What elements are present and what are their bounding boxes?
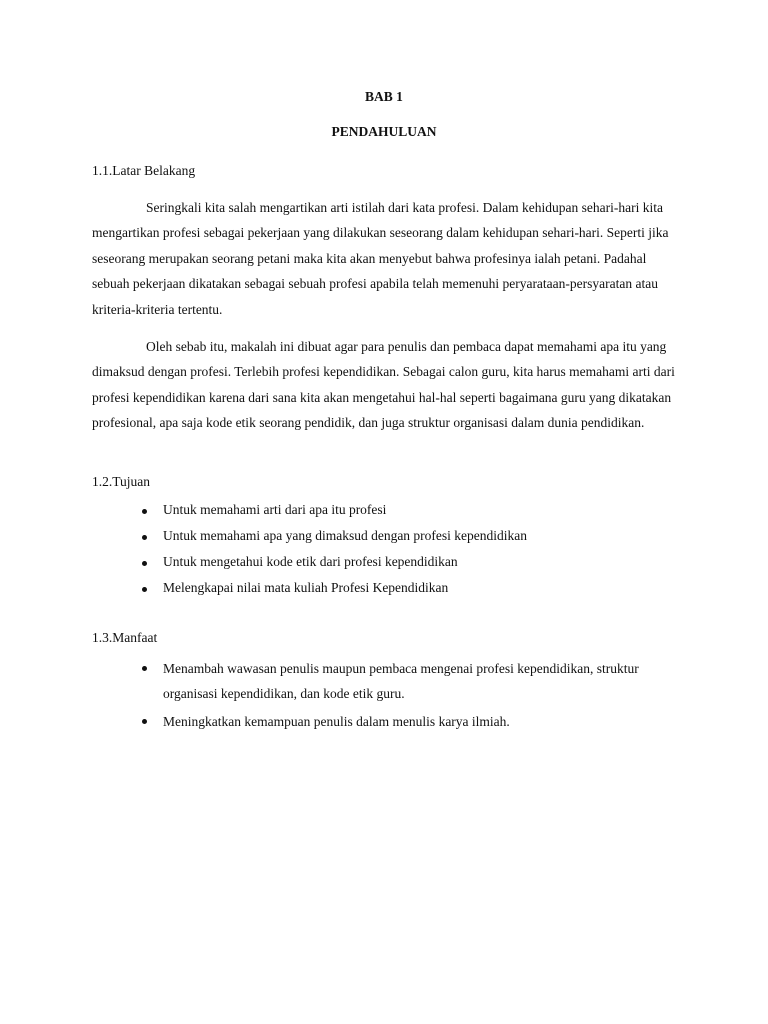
paragraph-latar-2: Oleh sebab itu, makalah ini dibuat agar para penulis dan pembaca dapat memahami apa itu yang dimaksud dengan profesi. Terlebih profesi kependidikan. Sebagai calon guru, kita harus memahami arti dari profesi kependidikan karena dari sana kita akan mengetahui hal-hal seperti bagaimana guru yang dikatakan profesional, apa saja kode etik seorang pendidik, dan juga struktur organisasi dalam dunia pendidikan. xyxy=(92,339,675,431)
list-item-text: Menambah wawasan penulis maupun pembaca mengenai profesi kependidikan, struktur organisasi kependidikan, dan kode etik guru. xyxy=(163,661,639,702)
tujuan-list xyxy=(0,500,768,604)
list-item xyxy=(0,578,683,604)
list-item xyxy=(0,500,683,526)
section-heading-manfaat: 1.3.Manfaat xyxy=(92,630,158,645)
list-item xyxy=(0,709,683,734)
list-item xyxy=(0,656,683,707)
list-item xyxy=(0,526,683,552)
bullet-icon xyxy=(142,719,147,724)
section-heading-latar-belakang: 1.1.Latar Belakang xyxy=(92,163,196,178)
list-item-text: Melengkapai nilai mata kuliah Profesi Kependidikan xyxy=(163,580,449,595)
manfaat-list xyxy=(0,656,768,736)
bullet-icon xyxy=(142,561,147,566)
section-heading-tujuan: 1.2.Tujuan xyxy=(92,474,151,489)
list-item xyxy=(0,552,683,578)
paragraph-latar-1: Seringkali kita salah mengartikan arti istilah dari kata profesi. Dalam kehidupan sehari-hari kita mengartikan profesi sebagai pekerjaan yang dilakukan seseorang dalam kehidupan sehari-hari. Seperti jika seseorang merupakan seorang petani maka kita akan menyebut bahwa profesinya ialah petani. Padahal sebuah pekerjaan dikatakan sebagai sebuah profesi apabila telah memenuhi peryarataan-persyaratan atau kriteria-kriteria tertentu. xyxy=(92,200,669,317)
bullet-icon xyxy=(142,535,147,540)
chapter-heading: BAB 1 xyxy=(365,89,403,104)
list-item-text: Meningkatkan kemampuan penulis dalam menulis karya ilmiah. xyxy=(163,713,510,729)
bullet-icon xyxy=(142,587,147,592)
list-item-text: Untuk memahami arti dari apa itu profesi xyxy=(163,502,387,517)
bullet-icon xyxy=(142,666,147,671)
chapter-title: PENDAHULUAN xyxy=(331,124,437,139)
list-item-text: Untuk memahami apa yang dimaksud dengan profesi kependidikan xyxy=(163,528,528,543)
bullet-icon xyxy=(142,509,147,514)
list-item-text: Untuk mengetahui kode etik dari profesi kependidikan xyxy=(163,554,458,569)
